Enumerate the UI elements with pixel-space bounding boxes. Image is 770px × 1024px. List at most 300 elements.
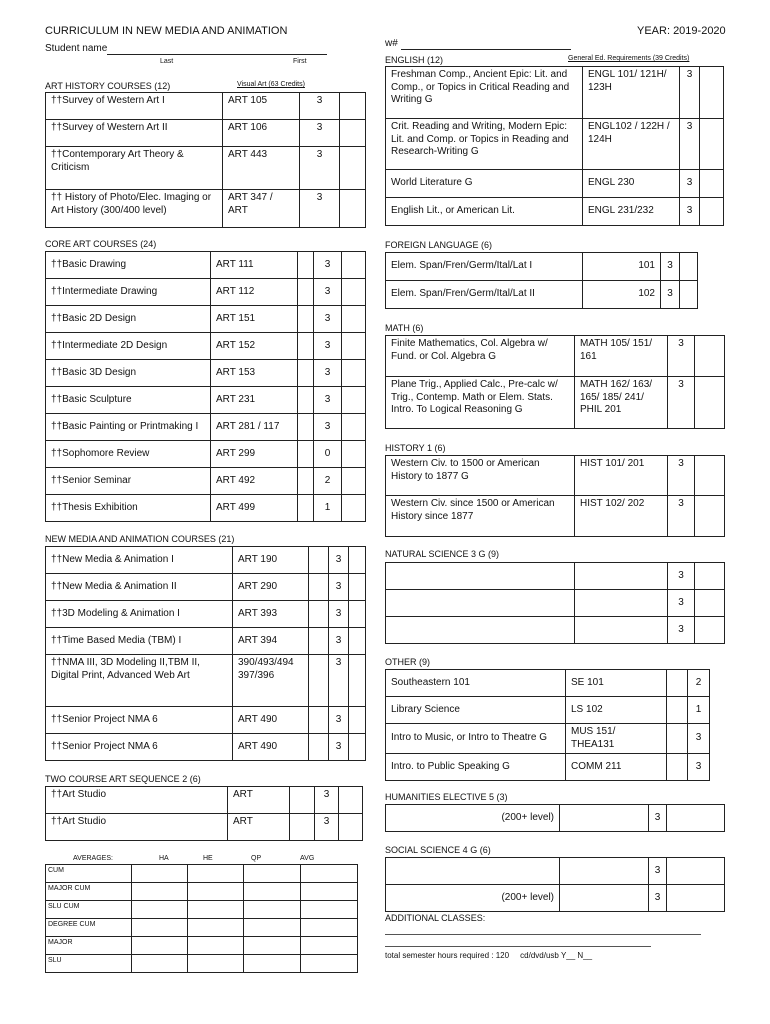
avg-header-ha: HA bbox=[159, 855, 169, 862]
additional-line-2[interactable] bbox=[385, 946, 651, 947]
course-code-field[interactable] bbox=[575, 590, 668, 617]
course-code: 390/493/494 397/396 bbox=[233, 655, 309, 707]
humanities-title: HUMANITIES ELECTIVE 5 (3) bbox=[385, 792, 508, 802]
student-name-field[interactable] bbox=[107, 43, 327, 55]
average-value-cell[interactable] bbox=[132, 919, 188, 937]
history-title: HISTORY 1 (6) bbox=[385, 443, 446, 453]
visual-art-note: Visual Art (63 Credits) bbox=[237, 81, 305, 88]
grade-cell[interactable] bbox=[349, 547, 366, 574]
grade-cell[interactable] bbox=[349, 601, 366, 628]
nma-table bbox=[45, 546, 366, 761]
grade-cell[interactable] bbox=[695, 590, 725, 617]
other-title: OTHER (9) bbox=[385, 657, 430, 667]
average-label: MAJOR CUM bbox=[46, 883, 132, 901]
blank-cell[interactable] bbox=[309, 547, 329, 574]
course-credits: 3 bbox=[649, 885, 667, 912]
course-credits: 3 bbox=[668, 563, 695, 590]
average-value-cell[interactable] bbox=[188, 865, 244, 883]
course-code: ENGL102 / 122H / 124H bbox=[583, 119, 680, 170]
avg-header-avg: AVG bbox=[300, 855, 315, 862]
table-row bbox=[386, 670, 710, 697]
grade-cell[interactable] bbox=[340, 190, 366, 228]
grade-cell[interactable] bbox=[695, 377, 725, 429]
social-table bbox=[385, 857, 725, 912]
course-code-field[interactable] bbox=[560, 805, 649, 832]
course-credits: 3 bbox=[314, 333, 342, 360]
course-name: Finite Mathematics, Col. Algebra w/ Fund. or Col. Algebra G bbox=[386, 336, 575, 377]
table-row bbox=[46, 279, 366, 306]
average-value-cell[interactable] bbox=[301, 919, 358, 937]
average-label: SLU CUM bbox=[46, 901, 132, 919]
grade-cell[interactable] bbox=[667, 858, 725, 885]
average-value-cell[interactable] bbox=[301, 901, 358, 919]
grade-cell[interactable] bbox=[342, 441, 366, 468]
table-row bbox=[46, 333, 366, 360]
avg-header-label: AVERAGES: bbox=[73, 855, 113, 862]
blank-cell[interactable] bbox=[298, 252, 314, 279]
course-name: ††Survey of Western Art I bbox=[46, 93, 223, 120]
course-code: MATH 162/ 163/ 165/ 185/ 241/ PHIL 201 bbox=[575, 377, 668, 429]
course-name: Plane Trig., Applied Calc., Pre-calc w/ Trig., Contemp. Math or Elem. Stats. Intro. To Logical Reasoning G bbox=[386, 377, 575, 429]
course-credits: 3 bbox=[314, 252, 342, 279]
table-row bbox=[386, 198, 724, 226]
course-name: ††New Media & Animation I bbox=[46, 547, 233, 574]
course-name: †† History of Photo/Elec. Imaging or Art History (300/400 level) bbox=[46, 190, 223, 228]
average-value-cell[interactable] bbox=[188, 937, 244, 955]
course-credits: 0 bbox=[314, 441, 342, 468]
course-credits: 3 bbox=[300, 147, 340, 190]
course-name-field[interactable] bbox=[386, 858, 560, 885]
table-row bbox=[386, 67, 724, 119]
grade-cell[interactable] bbox=[700, 119, 724, 170]
course-code: ART 106 bbox=[223, 120, 300, 147]
natural-title: NATURAL SCIENCE 3 G (9) bbox=[385, 549, 500, 559]
table-row bbox=[386, 754, 710, 781]
course-code: ART 492 bbox=[211, 468, 298, 495]
course-credits: 3 bbox=[668, 590, 695, 617]
table-row bbox=[46, 414, 366, 441]
history-table bbox=[385, 455, 725, 537]
course-name: Intro to Music, or Intro to Theatre G bbox=[386, 724, 566, 754]
table-row bbox=[386, 170, 724, 198]
total-hours-text: total semester hours required : 120 cd/dvd/usb Y__ N__ bbox=[385, 951, 593, 960]
course-name: Elem. Span/Fren/Germ/Ital/Lat II bbox=[386, 281, 583, 309]
grade-cell[interactable] bbox=[667, 805, 725, 832]
course-credits: 3 bbox=[300, 120, 340, 147]
blank-cell[interactable] bbox=[309, 574, 329, 601]
average-value-cell[interactable] bbox=[244, 937, 301, 955]
average-value-cell[interactable] bbox=[132, 865, 188, 883]
table-row bbox=[46, 937, 358, 955]
grade-cell[interactable] bbox=[695, 563, 725, 590]
student-name-text: Student name bbox=[45, 43, 108, 54]
course-name: Crit. Reading and Writing, Modern Epic: Lit. and Comp. or Topics in Reading and Research-Writing G bbox=[386, 119, 583, 170]
table-row bbox=[46, 655, 366, 707]
table-row bbox=[386, 617, 725, 644]
course-name: ††Sophomore Review bbox=[46, 441, 211, 468]
table-row bbox=[46, 574, 366, 601]
table-row bbox=[386, 697, 710, 724]
table-row bbox=[46, 787, 363, 814]
grade-cell[interactable] bbox=[342, 387, 366, 414]
grade-cell[interactable] bbox=[342, 414, 366, 441]
table-row bbox=[46, 360, 366, 387]
grade-cell[interactable] bbox=[695, 496, 725, 537]
grade-cell[interactable] bbox=[349, 707, 366, 734]
grade-cell[interactable] bbox=[700, 67, 724, 119]
grade-cell[interactable] bbox=[349, 574, 366, 601]
table-row bbox=[46, 495, 366, 522]
course-code: MATH 105/ 151/ 161 bbox=[575, 336, 668, 377]
table-row bbox=[46, 628, 366, 655]
grade-cell[interactable] bbox=[342, 468, 366, 495]
natural-table bbox=[385, 562, 725, 644]
course-credits: 3 bbox=[668, 456, 695, 496]
table-row bbox=[46, 306, 366, 333]
course-name: Southeastern 101 bbox=[386, 670, 566, 697]
blank-cell[interactable] bbox=[298, 495, 314, 522]
grade-cell[interactable] bbox=[695, 336, 725, 377]
course-credits: 3 bbox=[329, 574, 349, 601]
table-row bbox=[46, 955, 358, 973]
grade-cell[interactable] bbox=[339, 814, 363, 841]
table-row bbox=[386, 496, 725, 537]
course-name: ††Intermediate 2D Design bbox=[46, 333, 211, 360]
course-code: ART 231 bbox=[211, 387, 298, 414]
course-credits: 2 bbox=[688, 670, 710, 697]
average-value-cell[interactable] bbox=[244, 901, 301, 919]
course-credits: 3 bbox=[315, 787, 339, 814]
course-code: 101 bbox=[583, 253, 661, 281]
table-row bbox=[386, 377, 725, 429]
average-value-cell[interactable] bbox=[244, 865, 301, 883]
blank-cell[interactable] bbox=[298, 468, 314, 495]
art-history-title: ART HISTORY COURSES (12) bbox=[45, 81, 171, 91]
course-credits: 3 bbox=[315, 814, 339, 841]
course-code: ART bbox=[228, 787, 290, 814]
course-credits: 3 bbox=[668, 377, 695, 429]
grade-cell[interactable] bbox=[342, 306, 366, 333]
grade-cell[interactable] bbox=[667, 885, 725, 912]
course-name: ††Basic Painting or Printmaking I bbox=[46, 414, 211, 441]
table-row bbox=[46, 734, 366, 761]
blank-cell[interactable] bbox=[309, 734, 329, 761]
table-row bbox=[46, 93, 366, 120]
table-row bbox=[386, 590, 725, 617]
course-name: ††Time Based Media (TBM) I bbox=[46, 628, 233, 655]
course-code-field[interactable] bbox=[575, 617, 668, 644]
humanities-table bbox=[385, 804, 725, 832]
student-name-label bbox=[45, 43, 327, 55]
blank-cell[interactable] bbox=[298, 414, 314, 441]
course-credits: 3 bbox=[680, 119, 700, 170]
course-name: ††Senior Project NMA 6 bbox=[46, 734, 233, 761]
course-credits: 3 bbox=[649, 858, 667, 885]
grade-cell[interactable] bbox=[342, 495, 366, 522]
course-code-field[interactable] bbox=[575, 563, 668, 590]
average-value-cell[interactable] bbox=[188, 955, 244, 973]
course-name: ††Contemporary Art Theory & Criticism bbox=[46, 147, 223, 190]
course-name: Intro. to Public Speaking G bbox=[386, 754, 566, 781]
course-level: (200+ level) bbox=[386, 805, 560, 832]
blank-cell[interactable] bbox=[298, 441, 314, 468]
table-row bbox=[46, 147, 366, 190]
table-row bbox=[46, 707, 366, 734]
two-course-table bbox=[45, 786, 363, 841]
course-code: ART 347 / ART bbox=[223, 190, 300, 228]
blank-cell[interactable] bbox=[667, 670, 688, 697]
course-name-field[interactable] bbox=[386, 617, 575, 644]
wnum-label bbox=[385, 38, 571, 50]
course-name: English Lit., or American Lit. bbox=[386, 198, 583, 226]
course-name: ††Senior Project NMA 6 bbox=[46, 707, 233, 734]
wnum-text: w# bbox=[385, 38, 398, 49]
course-code: ENGL 231/232 bbox=[583, 198, 680, 226]
course-credits: 3 bbox=[300, 93, 340, 120]
average-value-cell[interactable] bbox=[244, 955, 301, 973]
grade-cell[interactable] bbox=[339, 787, 363, 814]
math-table bbox=[385, 335, 725, 429]
core-art-title: CORE ART COURSES (24) bbox=[45, 239, 157, 249]
course-code: ART bbox=[228, 814, 290, 841]
course-name: ††New Media & Animation II bbox=[46, 574, 233, 601]
table-row bbox=[46, 901, 358, 919]
average-value-cell[interactable] bbox=[132, 937, 188, 955]
course-code: ART 112 bbox=[211, 279, 298, 306]
blank-cell[interactable] bbox=[667, 754, 688, 781]
course-credits: 3 bbox=[688, 754, 710, 781]
course-credits: 3 bbox=[329, 628, 349, 655]
additional-title: ADDITIONAL CLASSES: bbox=[385, 913, 486, 923]
grade-cell[interactable] bbox=[349, 655, 366, 707]
grade-cell[interactable] bbox=[342, 333, 366, 360]
math-title: MATH (6) bbox=[385, 323, 424, 333]
course-name: ††3D Modeling & Animation I bbox=[46, 601, 233, 628]
course-credits: 1 bbox=[314, 495, 342, 522]
course-name: ††Basic Drawing bbox=[46, 252, 211, 279]
course-credits: 3 bbox=[329, 547, 349, 574]
course-credits: 3 bbox=[680, 170, 700, 198]
grade-cell[interactable] bbox=[680, 253, 698, 281]
table-row bbox=[46, 814, 363, 841]
average-label: MAJOR bbox=[46, 937, 132, 955]
course-name-field[interactable] bbox=[386, 590, 575, 617]
course-name: ††Intermediate Drawing bbox=[46, 279, 211, 306]
course-code: COMM 211 bbox=[566, 754, 667, 781]
course-code: HIST 102/ 202 bbox=[575, 496, 668, 537]
average-value-cell[interactable] bbox=[132, 955, 188, 973]
average-label: DEGREE CUM bbox=[46, 919, 132, 937]
course-credits: 3 bbox=[329, 707, 349, 734]
foreign-table bbox=[385, 252, 698, 309]
table-row bbox=[46, 387, 366, 414]
grade-cell[interactable] bbox=[680, 281, 698, 309]
grade-cell[interactable] bbox=[340, 147, 366, 190]
course-name: ††Basic Sculpture bbox=[46, 387, 211, 414]
course-name: Freshman Comp., Ancient Epic: Lit. and Comp., or Topics in Critical Reading and Writing G bbox=[386, 67, 583, 119]
table-row bbox=[386, 885, 725, 912]
course-code: ART 105 bbox=[223, 93, 300, 120]
course-name: Library Science bbox=[386, 697, 566, 724]
table-row bbox=[386, 456, 725, 496]
grade-cell[interactable] bbox=[695, 617, 725, 644]
blank-cell[interactable] bbox=[298, 279, 314, 306]
nma-title: NEW MEDIA AND ANIMATION COURSES (21) bbox=[45, 534, 235, 544]
average-value-cell[interactable] bbox=[301, 883, 358, 901]
course-credits: 3 bbox=[688, 724, 710, 754]
average-value-cell[interactable] bbox=[301, 937, 358, 955]
course-credits: 3 bbox=[314, 306, 342, 333]
grade-cell[interactable] bbox=[342, 279, 366, 306]
course-code: SE 101 bbox=[566, 670, 667, 697]
course-code: ART 299 bbox=[211, 441, 298, 468]
course-credits: 3 bbox=[668, 617, 695, 644]
course-code: ART 281 / 117 bbox=[211, 414, 298, 441]
blank-cell[interactable] bbox=[298, 306, 314, 333]
averages-table bbox=[45, 864, 358, 973]
course-code: ART 151 bbox=[211, 306, 298, 333]
english-table bbox=[385, 66, 724, 226]
grade-cell[interactable] bbox=[340, 120, 366, 147]
average-value-cell[interactable] bbox=[132, 901, 188, 919]
average-value-cell[interactable] bbox=[301, 865, 358, 883]
table-row bbox=[386, 336, 725, 377]
course-name: ††NMA III, 3D Modeling II,TBM II, Digital Print, Advanced Web Art bbox=[46, 655, 233, 707]
blank-cell[interactable] bbox=[667, 724, 688, 754]
course-code: HIST 101/ 201 bbox=[575, 456, 668, 496]
form-title: CURRICULUM IN NEW MEDIA AND ANIMATION bbox=[45, 25, 288, 37]
two-course-title: TWO COURSE ART SEQUENCE 2 (6) bbox=[45, 774, 201, 784]
blank-cell[interactable] bbox=[309, 655, 329, 707]
social-title: SOCIAL SCIENCE 4 G (6) bbox=[385, 845, 491, 855]
course-code: MUS 151/ THEA131 bbox=[566, 724, 667, 754]
course-credits: 3 bbox=[680, 198, 700, 226]
course-code: LS 102 bbox=[566, 697, 667, 724]
table-row bbox=[386, 858, 725, 885]
blank-cell[interactable] bbox=[667, 697, 688, 724]
course-code: ENGL 230 bbox=[583, 170, 680, 198]
course-code: 102 bbox=[583, 281, 661, 309]
course-credits: 3 bbox=[300, 190, 340, 228]
course-credits: 3 bbox=[661, 281, 680, 309]
table-row bbox=[46, 252, 366, 279]
course-code-field[interactable] bbox=[560, 858, 649, 885]
course-code: ART 393 bbox=[233, 601, 309, 628]
average-value-cell[interactable] bbox=[188, 901, 244, 919]
course-name: ††Art Studio bbox=[46, 787, 228, 814]
year-label: YEAR: 2019-2020 bbox=[637, 25, 726, 37]
table-row bbox=[46, 190, 366, 228]
grade-cell[interactable] bbox=[695, 456, 725, 496]
average-value-cell[interactable] bbox=[188, 919, 244, 937]
course-credits: 3 bbox=[329, 655, 349, 707]
avg-header-qp: QP bbox=[251, 855, 262, 862]
grade-cell[interactable] bbox=[700, 198, 724, 226]
course-code: ART 499 bbox=[211, 495, 298, 522]
course-credits: 3 bbox=[329, 734, 349, 761]
course-code: ART 152 bbox=[211, 333, 298, 360]
first-label: First bbox=[293, 58, 307, 65]
grade-cell[interactable] bbox=[349, 734, 366, 761]
course-credits: 3 bbox=[680, 67, 700, 119]
course-name: ††Basic 2D Design bbox=[46, 306, 211, 333]
course-name: Western Civ. since 1500 or American History since 1877 bbox=[386, 496, 575, 537]
course-code: ART 490 bbox=[233, 734, 309, 761]
grade-cell[interactable] bbox=[342, 252, 366, 279]
table-row bbox=[46, 865, 358, 883]
blank-cell[interactable] bbox=[309, 628, 329, 655]
blank-cell[interactable] bbox=[290, 787, 315, 814]
table-row bbox=[386, 563, 725, 590]
course-name: Elem. Span/Fren/Germ/Ital/Lat I bbox=[386, 253, 583, 281]
blank-cell[interactable] bbox=[309, 707, 329, 734]
average-label: SLU bbox=[46, 955, 132, 973]
table-row bbox=[46, 468, 366, 495]
course-code: ART 190 bbox=[233, 547, 309, 574]
blank-cell[interactable] bbox=[298, 360, 314, 387]
course-name: ††Senior Seminar bbox=[46, 468, 211, 495]
table-row bbox=[46, 919, 358, 937]
course-credits: 3 bbox=[314, 279, 342, 306]
course-code-field[interactable] bbox=[560, 885, 649, 912]
course-name: Western Civ. to 1500 or American History to 1877 G bbox=[386, 456, 575, 496]
avg-header-he: HE bbox=[203, 855, 213, 862]
course-code: ART 153 bbox=[211, 360, 298, 387]
table-row bbox=[46, 441, 366, 468]
wnum-field[interactable] bbox=[401, 38, 571, 50]
core-art-table bbox=[45, 251, 366, 522]
blank-cell[interactable] bbox=[298, 387, 314, 414]
last-label: Last bbox=[160, 58, 174, 65]
blank-cell[interactable] bbox=[298, 333, 314, 360]
average-value-cell[interactable] bbox=[244, 883, 301, 901]
foreign-title: FOREIGN LANGUAGE (6) bbox=[385, 240, 493, 250]
course-name: ††Survey of Western Art II bbox=[46, 120, 223, 147]
average-value-cell[interactable] bbox=[244, 919, 301, 937]
course-code: ENGL 101/ 121H/ 123H bbox=[583, 67, 680, 119]
grade-cell[interactable] bbox=[349, 628, 366, 655]
table-row bbox=[386, 805, 725, 832]
course-name: ††Basic 3D Design bbox=[46, 360, 211, 387]
table-row bbox=[386, 724, 710, 754]
course-code: ART 490 bbox=[233, 707, 309, 734]
average-value-cell[interactable] bbox=[132, 883, 188, 901]
course-name-field[interactable] bbox=[386, 563, 575, 590]
table-row bbox=[46, 547, 366, 574]
blank-cell[interactable] bbox=[290, 814, 315, 841]
course-credits: 3 bbox=[329, 601, 349, 628]
course-credits: 3 bbox=[314, 360, 342, 387]
average-value-cell[interactable] bbox=[301, 955, 358, 973]
course-credits: 3 bbox=[649, 805, 667, 832]
course-code: ART 111 bbox=[211, 252, 298, 279]
course-code: ART 290 bbox=[233, 574, 309, 601]
blank-cell[interactable] bbox=[309, 601, 329, 628]
average-value-cell[interactable] bbox=[188, 883, 244, 901]
additional-line-1[interactable] bbox=[385, 934, 701, 935]
grade-cell[interactable] bbox=[340, 93, 366, 120]
table-row bbox=[46, 120, 366, 147]
course-credits: 3 bbox=[668, 496, 695, 537]
course-code: ART 394 bbox=[233, 628, 309, 655]
grade-cell[interactable] bbox=[342, 360, 366, 387]
course-credits: 3 bbox=[661, 253, 680, 281]
course-credits: 3 bbox=[668, 336, 695, 377]
art-history-table bbox=[45, 92, 366, 228]
table-row bbox=[386, 253, 698, 281]
grade-cell[interactable] bbox=[700, 170, 724, 198]
other-table bbox=[385, 669, 710, 781]
